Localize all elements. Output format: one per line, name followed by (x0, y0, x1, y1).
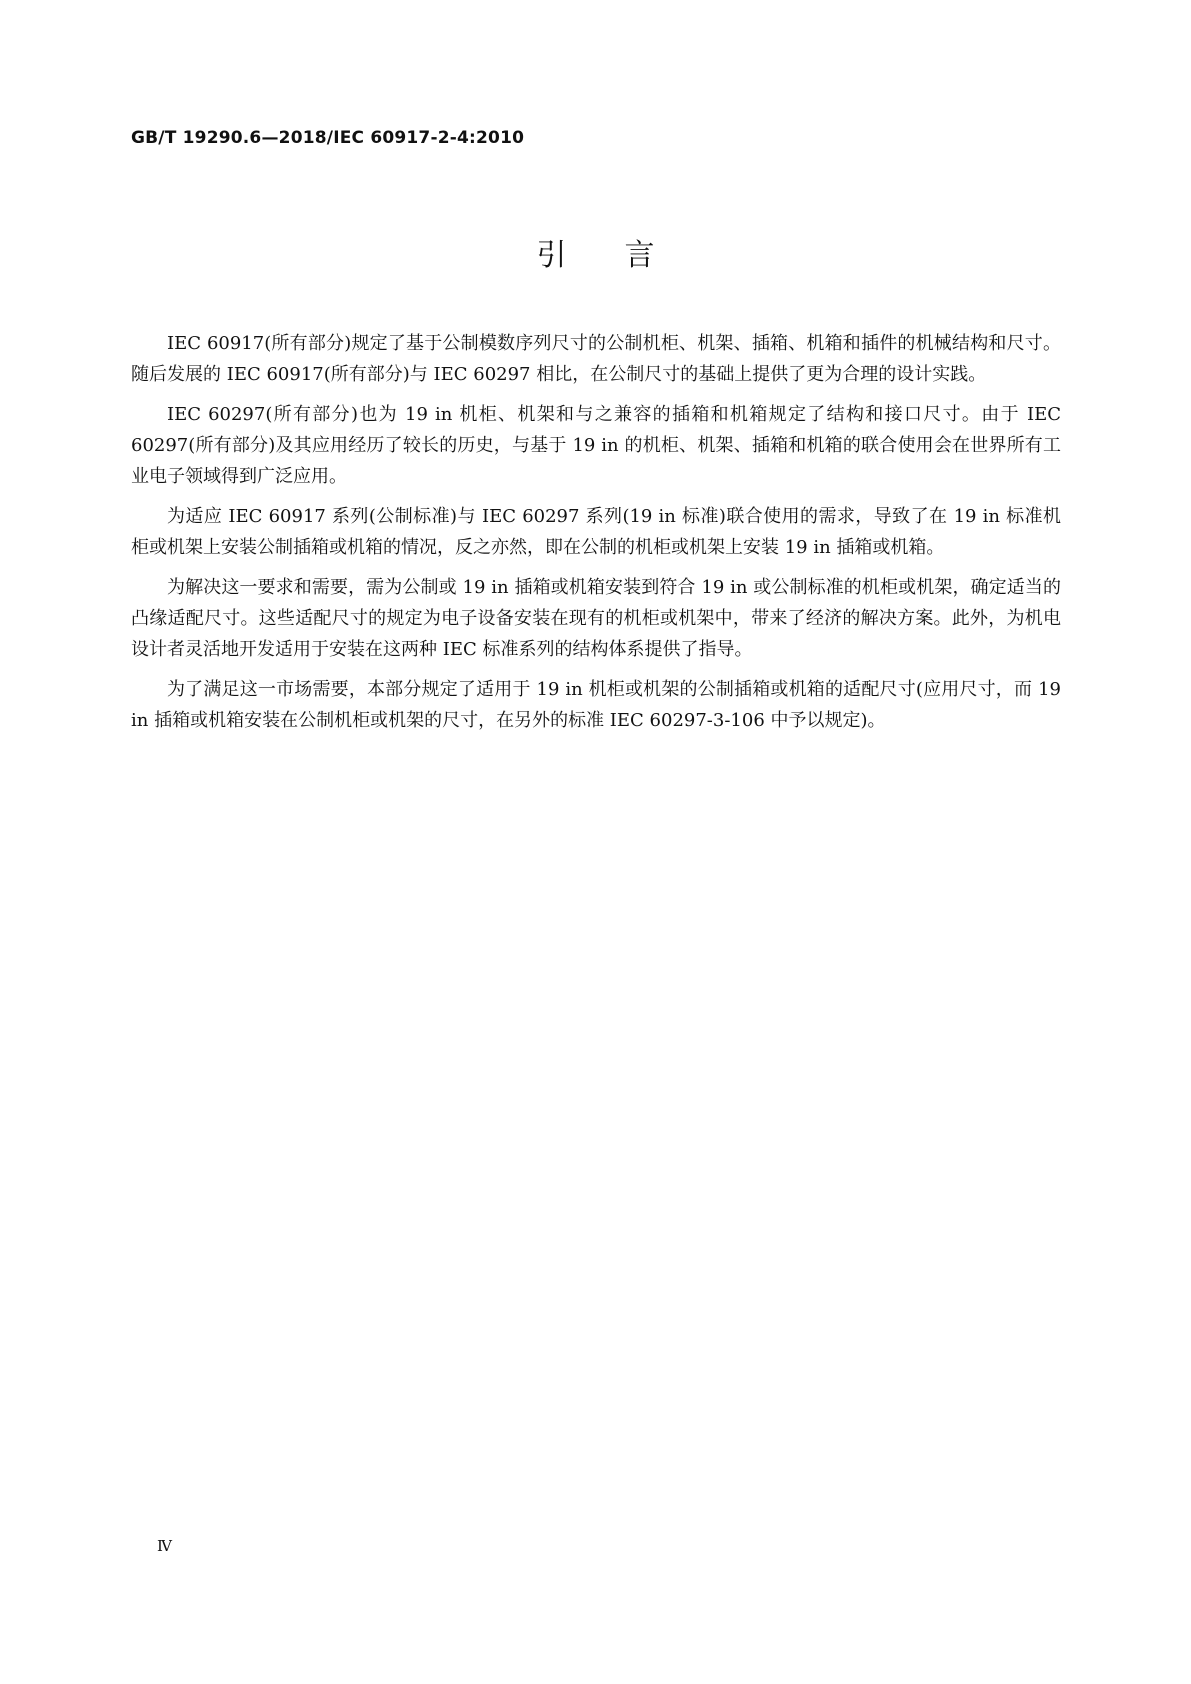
paragraph-2: IEC 60297(所有部分)也为 19 in 机柜、机架和与之兼容的插箱和机箱规定了结构和接口尺寸。由于 IEC 60297(所有部分)及其应用经历了较长的历史，与基于 19 in 的机柜、机架、插箱和机箱的联合使用会在世界所有工业电子领域得到广泛应用。 (131, 404, 1061, 487)
paragraph-1: IEC 60917(所有部分)规定了基于公制模数序列尺寸的公制机柜、机架、插箱、机箱和插件的机械结构和尺寸。随后发展的 IEC 60917(所有部分)与 IEC 60297 相比，在公制尺寸的基础上提供了更为合理的设计实践。 (131, 333, 1061, 385)
standard-number-header: GB/T 19290.6—2018/IEC 60917-2-4:2010 (131, 128, 525, 148)
paragraph-4: 为解决这一要求和需要，需为公制或 19 in 插箱或机箱安装到符合 19 in 或公制标准的机柜或机架，确定适当的凸缘适配尺寸。这些适配尺寸的规定为电子设备安装在现有的机柜或机架中，带来了经济的解决方案。此外，为机电设计者灵活地开发适用于安装在这两种 IEC 标准系列的结构体系提供了指导。 (131, 577, 1061, 660)
introduction-body (131, 328, 1061, 745)
page-number: Ⅳ (157, 1539, 172, 1555)
paragraph-3: 为适应 IEC 60917 系列(公制标准)与 IEC 60297 系列(19 in 标准)联合使用的需求，导致了在 19 in 标准机柜或机架上安装公制插箱或机箱的情况，反之亦然，即在公制的机柜或机架上安装 19 in 插箱或机箱。 (131, 506, 1061, 558)
page-title: 引言 (536, 238, 713, 273)
paragraph-5: 为了满足这一市场需要，本部分规定了适用于 19 in 机柜或机架的公制插箱或机箱的适配尺寸(应用尺寸，而 19 in 插箱或机箱安装在公制机柜或机架的尺寸，在另外的标准 IEC 60297-3-106 中予以规定)。 (131, 679, 1061, 731)
